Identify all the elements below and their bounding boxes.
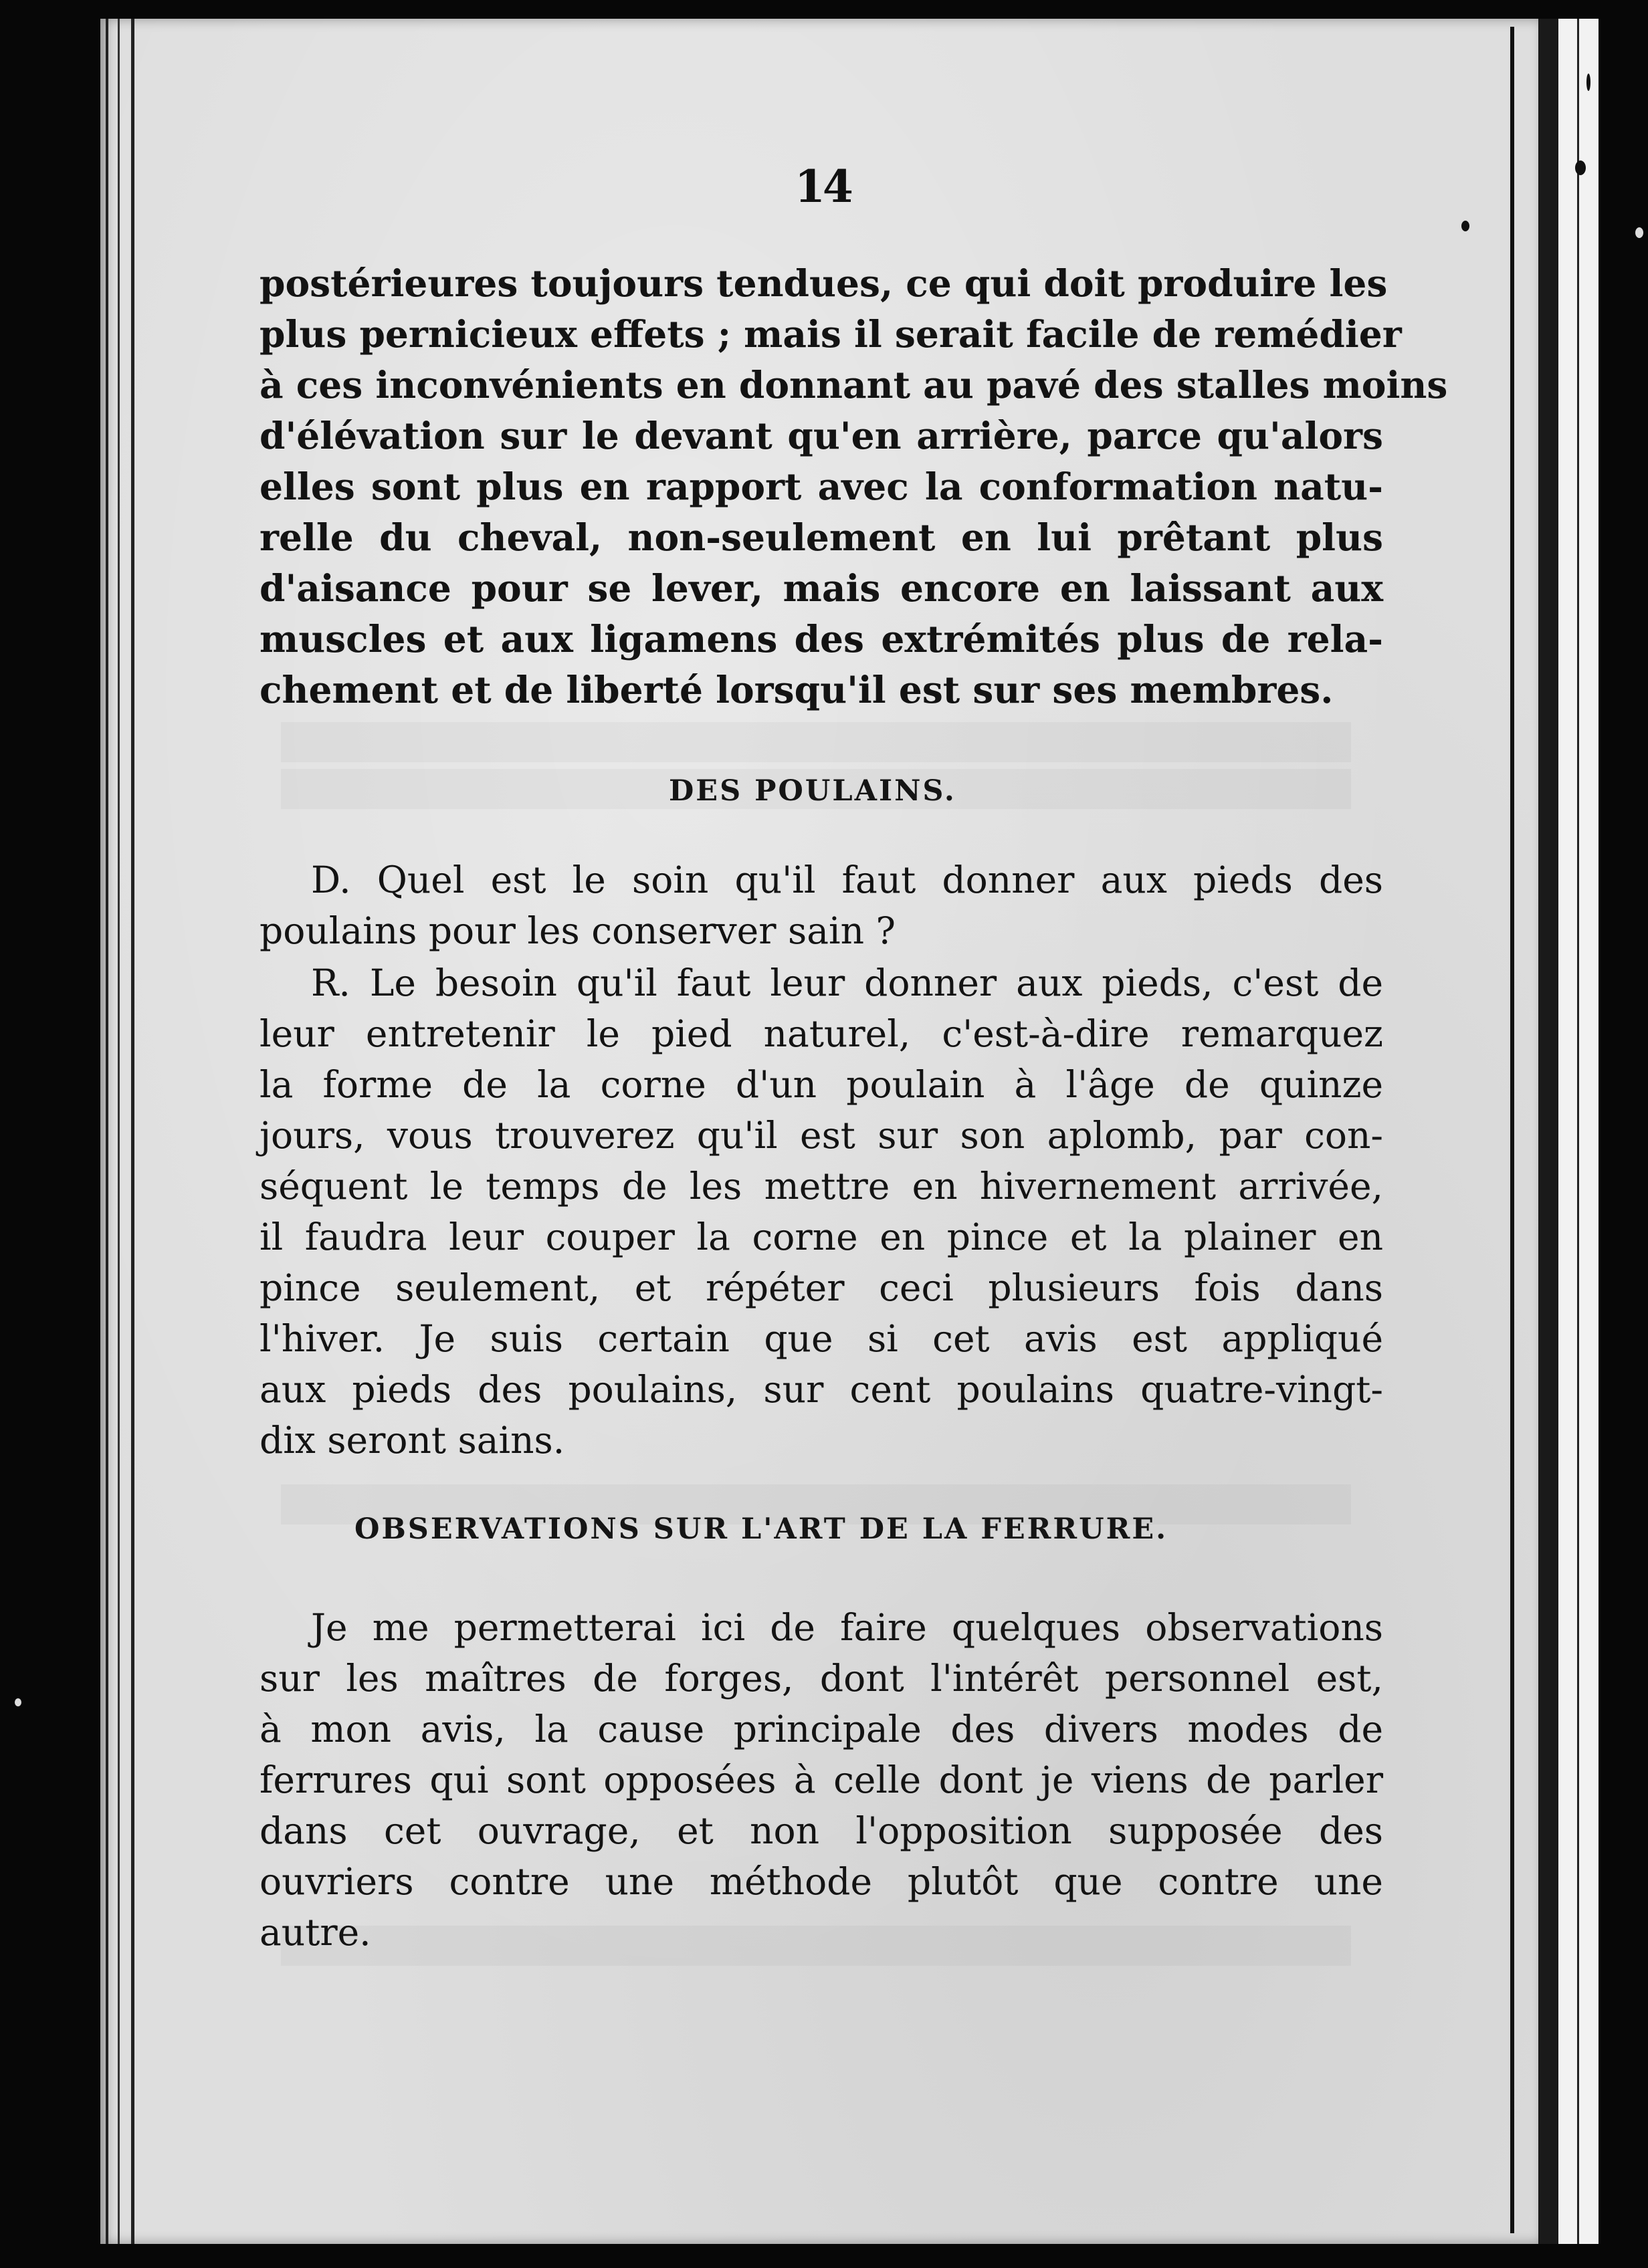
section-heading: OBSERVATIONS SUR L'ART DE LA FERRURE. — [354, 1512, 1168, 1546]
text-line: à mon avis, la cause principale des divers modes de — [260, 1708, 1383, 1750]
text-line: dans cet ouvrage, et non l'opposition supposée des — [260, 1809, 1383, 1852]
text-line: elles sont plus en rapport avec la conformation natu- — [260, 465, 1383, 508]
text-line: ouvriers contre une méthode plutôt que contre une — [260, 1860, 1383, 1903]
next-page-edge — [1558, 19, 1599, 2244]
text-line: d'élévation sur le devant qu'en arrière, parce qu'alors — [260, 414, 1383, 457]
text-line: D. Quel est le soin qu'il faut donner aux pieds des — [311, 859, 1383, 901]
scan-speck — [1461, 221, 1469, 231]
text-line: chement et de liberté lorsqu'il est sur ses membres. — [260, 668, 1334, 711]
text-line: relle du cheval, non-seulement en lui prêtant plus — [260, 516, 1383, 559]
scan-speck — [15, 1698, 21, 1706]
page-number: 14 — [795, 160, 851, 213]
text-line: R. Le besoin qu'il faut leur donner aux pieds, c'est de — [311, 961, 1383, 1004]
text-line: muscles et aux ligamens des extrémités plus de rela- — [260, 617, 1383, 661]
text-line: jours, vous trouverez qu'il est sur son aplomb, par con- — [260, 1114, 1383, 1157]
binding-line — [118, 19, 120, 2244]
section-heading: DES POULAINS. — [669, 774, 956, 808]
text-line: sur les maîtres de forges, dont l'intérêt personnel est, — [260, 1657, 1383, 1700]
text-line: aux pieds des poulains, sur cent poulains quatre-vingt- — [260, 1368, 1383, 1411]
text-line: l'hiver. Je suis certain que si cet avis est appliqué — [260, 1317, 1383, 1360]
gutter-line — [1510, 27, 1514, 2233]
scan-speck — [1586, 74, 1590, 91]
text-line: leur entretenir le pied naturel, c'est-à-dire remarquez — [260, 1012, 1383, 1055]
text-line: Je me permetterai ici de faire quelques observations — [311, 1606, 1383, 1649]
text-line: il faudra leur couper la corne en pince et la plainer en — [260, 1216, 1383, 1258]
text-line: séquent le temps de les mettre en hivernement arrivée, — [260, 1165, 1383, 1208]
scan-speck — [1575, 160, 1586, 175]
text-line: postérieures toujours tendues, ce qui doit produire les — [260, 261, 1388, 305]
text-line: la forme de la corne d'un poulain à l'âge de quinze — [260, 1063, 1383, 1106]
text-line: plus pernicieux effets ; mais il serait facile de remédier — [260, 312, 1402, 356]
page-gutter — [1538, 19, 1558, 2244]
binding-line — [106, 19, 108, 2244]
text-line: autre. — [260, 1911, 371, 1954]
scan-speck — [1635, 227, 1643, 238]
binding-line — [131, 19, 134, 2244]
text-line: poulains pour les conserver sain ? — [260, 909, 896, 952]
text-line: dix seront sains. — [260, 1419, 565, 1462]
text-line: ferrures qui sont opposées à celle dont je viens de parler — [260, 1759, 1383, 1801]
text-line: à ces inconvénients en donnant au pavé des stalles moins — [260, 363, 1448, 407]
text-line: d'aisance pour se lever, mais encore en laissant aux — [260, 566, 1383, 610]
bleed-through — [281, 722, 1351, 762]
text-line: pince seulement, et répéter ceci plusieurs fois dans — [260, 1266, 1383, 1309]
